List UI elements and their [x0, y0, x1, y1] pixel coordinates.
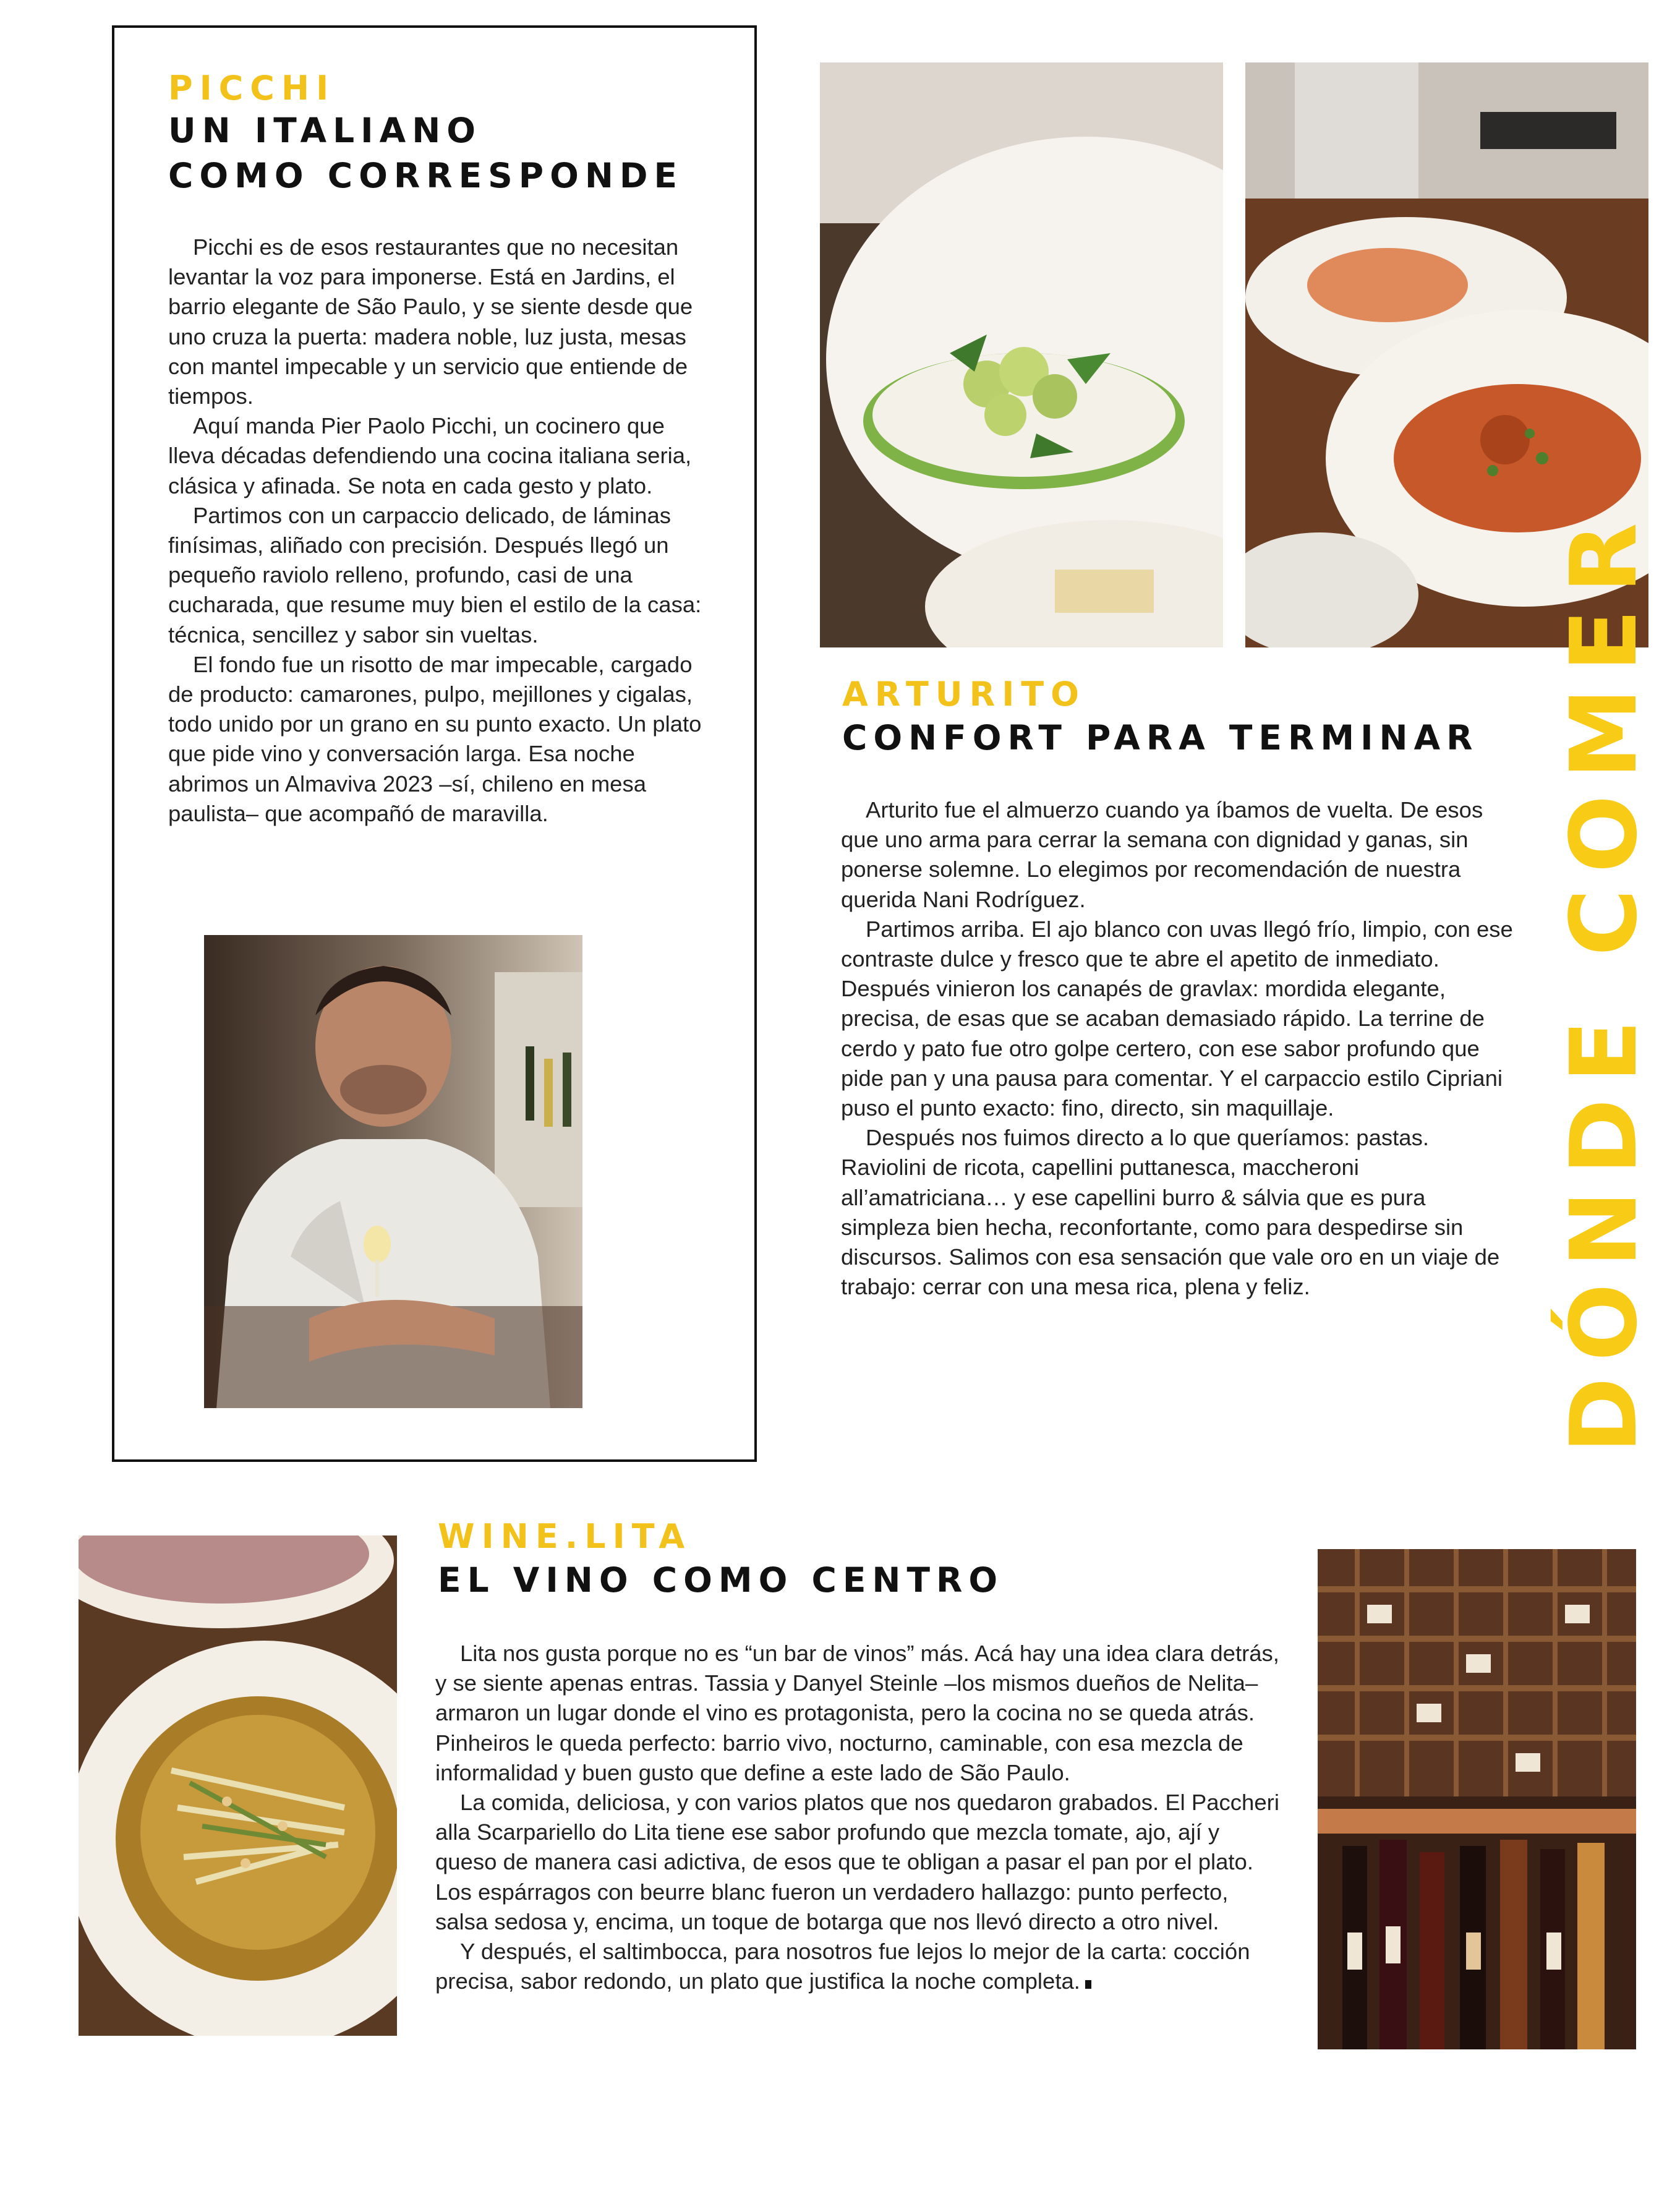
picchi-title: [168, 108, 683, 199]
winelita-paragraph-3-text: Y después, el saltimbocca, para nosotros fue lejos lo mejor de la carta: cocción precisa, sabor redondo, un plato que justifica la noche completa.: [435, 1939, 1250, 1994]
end-mark: [1085, 1980, 1091, 1989]
arturito-body: [841, 795, 1515, 1302]
winelita-paragraph-1: Lita nos gusta porque no es “un bar de vinos” más. Acá hay una idea clara detrás, y se siente apenas entras. Tassia y Danyel Steinle –los mismos dueños de Nelita– armaron un lugar donde el vino es protagonista, pero la cocina no se queda atrás. Pinheiros le queda perfecto: barrio vivo, nocturno, caminable, con esa mezcla de informalidad y buen gusto que define a este lado de São Paulo.: [435, 1641, 1279, 1785]
winelita-paragraph-3: [435, 1937, 1282, 1996]
arturito-name: ARTURITO: [842, 675, 1086, 714]
chef-photo: [204, 935, 582, 1408]
arturito-title: [842, 715, 1479, 761]
arturito-paragraph-3: Después nos fuimos directo a lo que queríamos: pastas. Raviolini de ricota, capellini puttanesca, maccheroni all’amatriciana… y ese capellini burro & sálvia que es pura simpleza bien hecha, reconfortante, como para despedirse sin discursos. Salimos con esa sensación que vale oro en un viaje de trabajo: cerrar con una mesa rica, plena y feliz.: [841, 1125, 1500, 1300]
winelita-dish-photo: [79, 1535, 397, 2036]
picchi-paragraph-2: Aquí manda Pier Paolo Picchi, un cocinero que lleva décadas defendiendo una cocina italiana seria, clásica y afinada. Se nota en cada gesto y plato.: [168, 413, 692, 498]
picchi-paragraph-1: Picchi es de esos restaurantes que no necesitan levantar la voz para imponerse. Está en Jardins, el barrio elegante de São Paulo, y se siente desde que uno cruza la puerta: madera noble, luz justa, mesas con mantel impecable y un servicio que entiende de tiempos.: [168, 234, 693, 409]
winelita-title-line-1: EL VINO COMO CENTRO: [438, 1560, 1004, 1600]
section-label-vertical: DÓNDE COMER: [1551, 506, 1657, 1453]
arturito-paragraph-2: Partimos arriba. El ajo blanco con uvas llegó frío, limpio, con ese contraste dulce y fresco que te abre el apetito de inmediato. Después vinieron los canapés de gravlax: mordida elegante, precisa, de esas que se acaban demasiado rápido. La terrine de cerdo y pato fue otro golpe certero, con ese sabor profundo que pide pan y una pausa para comentar. Y el carpaccio estilo Cipriani puso el punto exacto: fino, directo, sin maquillaje.: [841, 916, 1513, 1121]
picchi-title-line-2: COMO CORRESPONDE: [168, 156, 684, 195]
picchi-paragraph-4: El fondo fue un risotto de mar impecable, cargado de producto: camarones, pulpo, mejillones y cigalas, todo unido por un grano en su punto exacto. Un plato que pide vino y conversación larga. Esa noche abrimos un Almaviva 2023 –sí, chileno en mesa paulista– que acompañó de maravilla.: [168, 651, 702, 826]
picchi-name: PICCHI: [168, 69, 336, 108]
picchi-body: [168, 233, 712, 829]
winelita-title: [438, 1558, 1004, 1603]
arturito-title-line-1: CONFORT PARA TERMINAR: [842, 718, 1479, 758]
picchi-paragraph-3: Partimos con un carpaccio delicado, de láminas finísimas, aliñado con precisión. Después llegó un pequeño raviolo relleno, profundo, casi de una cucharada, que resume muy bien el estilo de la casa: técnica, sencillez y sabor sin vueltas.: [168, 502, 702, 647]
wine-shelf-photo: [1318, 1549, 1636, 2049]
winelita-name: WINE.LITA: [438, 1517, 692, 1556]
picchi-title-line-1: UN ITALIANO: [168, 111, 482, 150]
winelita-paragraph-2: La comida, deliciosa, y con varios platos que nos quedaron grabados. El Paccheri alla Scarpariello do Lita tiene ese sabor profundo que mezcla tomate, ajo, ají y queso de manera casi adictiva, de esos que te obligan a pasar el pan por el plato. Los espárragos con beurre blanc fueron un verdadero hallazgo: punto perfecto, salsa sedosa y, encima, un toque de botarga que nos llevó directo a otro nivel.: [435, 1790, 1279, 1934]
arturito-paragraph-1: Arturito fue el almuerzo cuando ya íbamos de vuelta. De esos que uno arma para cerrar la semana con dignidad y ganas, sin ponerse solemne. Lo elegimos por recomendación de nuestra querida Nani Rodríguez.: [841, 797, 1483, 912]
arturito-dish-photo-1: [820, 62, 1223, 647]
winelita-body: [435, 1639, 1282, 1996]
